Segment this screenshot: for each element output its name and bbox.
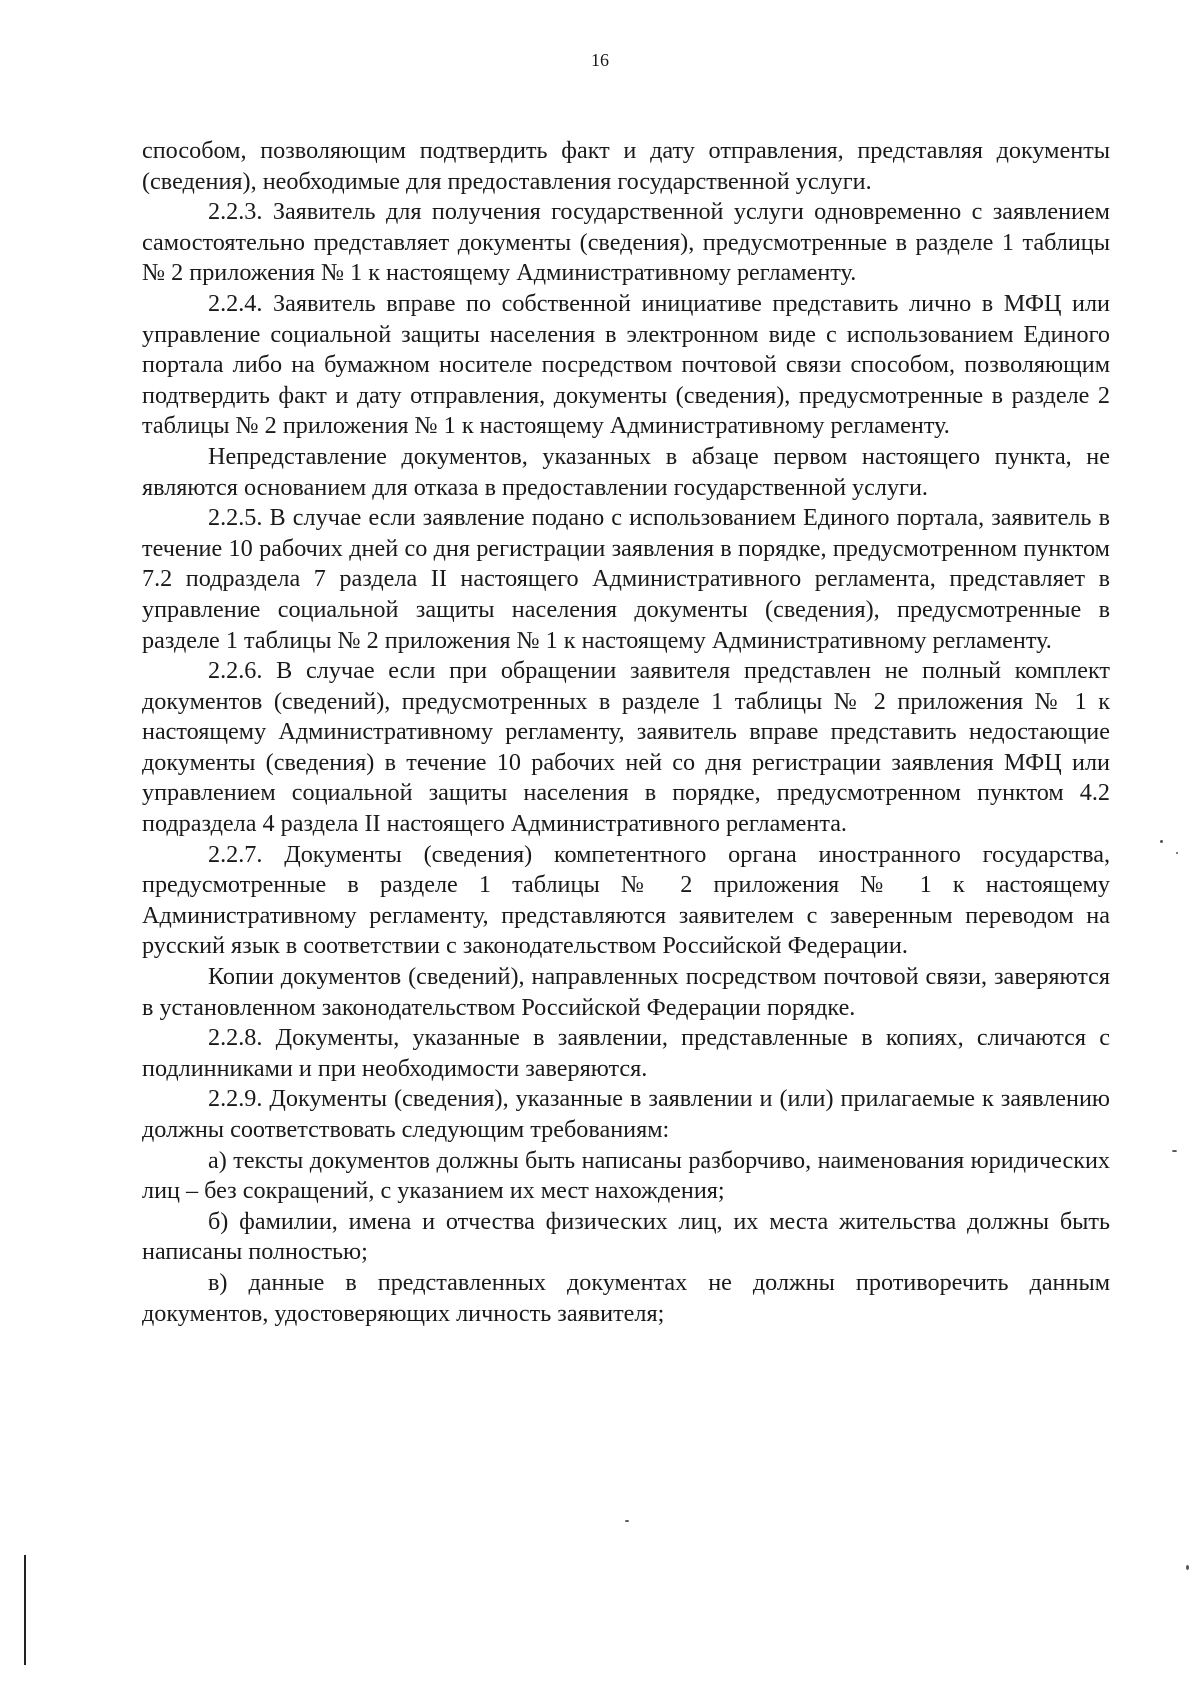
scan-margin-line [24,1555,26,1665]
paragraph: а) тексты документов должны быть написаны разборчиво, наименования юридических лиц – без сокращений, с указанием их мест нахождения; [142,1146,1110,1205]
scan-speck [1160,840,1163,843]
paragraph: 2.2.7. Документы (сведения) компетентного органа иностранного государства, предусмотренные в разделе 1 таблицы № 2 приложения № 1 к настоящему Административному регламенту, представляются заявителем с заверенным переводом на русский язык в соответствии с законодательством Российской Федерации. [142,840,1110,960]
page-number: 16 [591,50,609,70]
paragraph: в) данные в представленных документах не должны противоречить данным документов, удостоверяющих личность заявителя; [142,1268,1110,1327]
paragraph: 2.2.3. Заявитель для получения государственной услуги одновременно с заявлением самостоятельно представляет документы (сведения), предусмотренные в разделе 1 таблицы № 2 приложения № 1 к настоящему Административному регламенту. [142,198,1110,287]
paragraph: 2.2.9. Документы (сведения), указанные в заявлении и (или) прилагаемые к заявлению должны соответствовать следующим требованиям: [142,1085,1110,1143]
paragraph: 2.2.8. Документы, указанные в заявлении, представленные в копиях, сличаются с подлинниками и при необходимости заверяются. [142,1024,1110,1082]
document-body [142,136,1110,1329]
paragraph: Непредставление документов, указанных в абзаце первом настоящего пункта, не являются основанием для отказа в предоставлении государственной услуги. [142,442,1110,501]
scan-speck [1172,1150,1177,1152]
paragraph: Копии документов (сведений), направленных посредством почтовой связи, заверяются в установленном законодательством Российской Федерации порядке. [142,963,1110,1021]
paragraph: 2.2.6. В случае если при обращении заявителя представлен не полный комплект документов (сведений), предусмотренных в разделе 1 таблицы № 2 приложения № 1 к настоящему Административному регламенту, заявитель вправе представить недостающие документы (сведения) в течение 10 рабочих ней со дня регистрации заявления МФЦ или управлением социальной защиты населения в порядке, предусмотренном пунктом 4.2 подраздела 4 раздела II настоящего Административного регламента. [142,657,1110,838]
paragraph: б) фамилии, имена и отчества физических лиц, их места жительства должны быть написаны полностью; [142,1207,1110,1266]
paragraph: 2.2.4. Заявитель вправе по собственной инициативе представить лично в МФЦ или управление социальной защиты населения в электронном виде с использованием Единого портала либо на бумажном носителе посредством почтовой связи способом, позволяющим подтвердить факт и дату отправления, документы (сведения), предусмотренные в разделе 2 таблицы № 2 приложения № 1 к настоящему Административному регламенту. [142,289,1110,440]
scan-speck [1176,852,1178,854]
scan-speck [1186,1565,1189,1570]
paragraph: способом, позволяющим подтвердить факт и дату отправления, представляя документы (сведения), необходимые для предоставления государственной услуги. [142,137,1110,195]
scan-speck [625,1520,629,1522]
paragraph: 2.2.5. В случае если заявление подано с использованием Единого портала, заявитель в течение 10 рабочих дней со дня регистрации заявления в порядке, предусмотренном пунктом 7.2 подраздела 7 раздела II настоящего Административного регламента, представляет в управление социальной защиты населения документы (сведения), предусмотренные в разделе 1 таблицы № 2 приложения № 1 к настоящему Административному регламенту. [142,504,1110,654]
